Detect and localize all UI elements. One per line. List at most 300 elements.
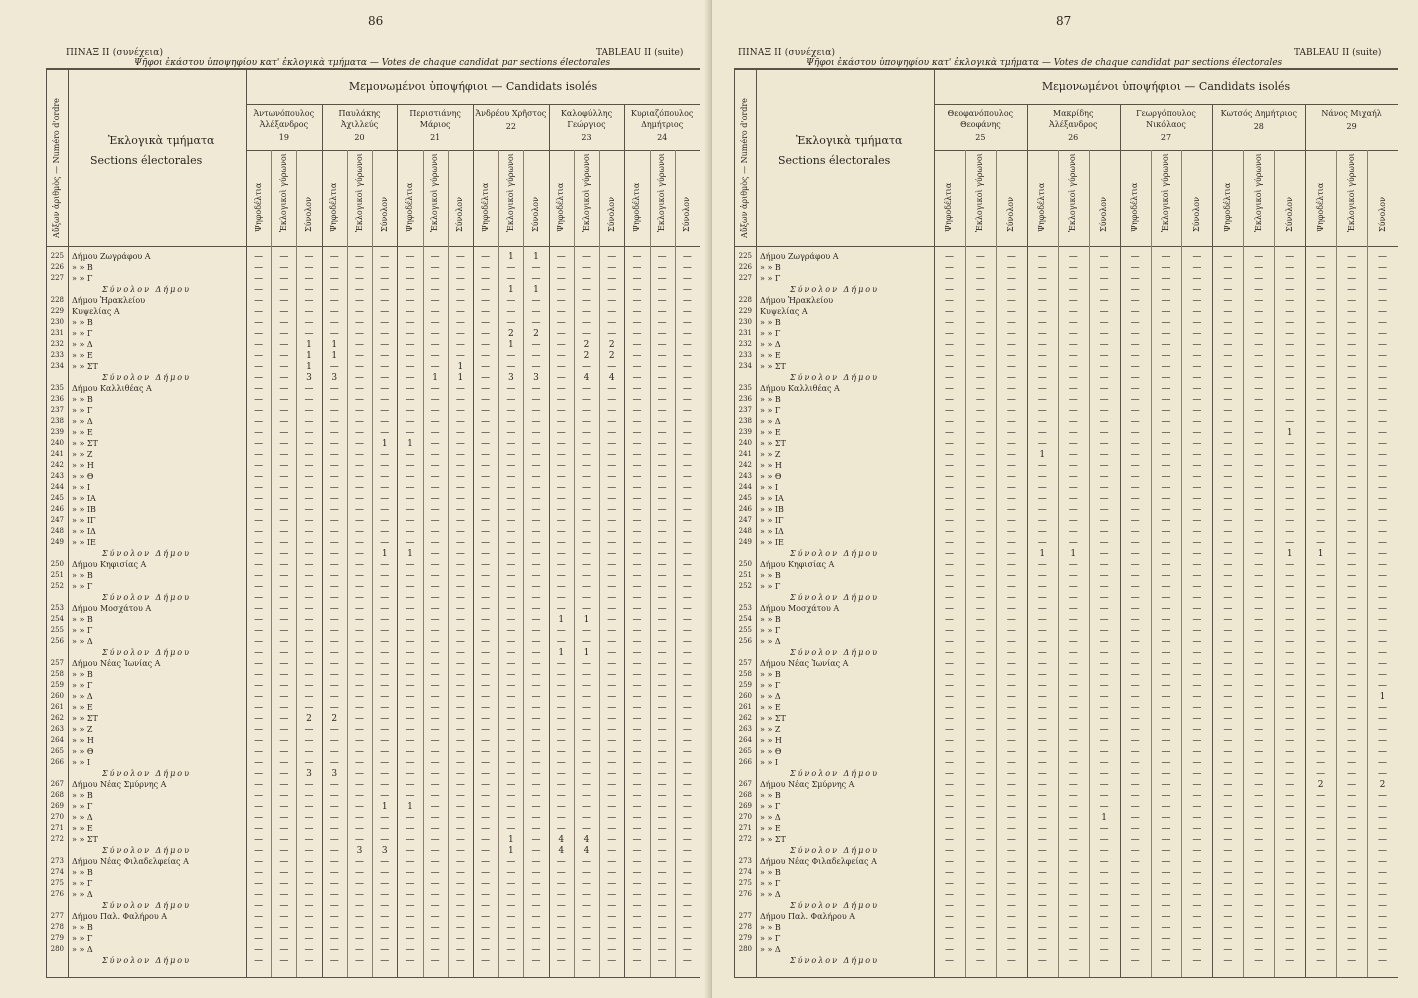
dash-cell: —: [430, 450, 440, 460]
dash-cell: —: [1223, 450, 1233, 460]
dash-cell: —: [1285, 780, 1295, 790]
dash-cell: —: [254, 791, 264, 801]
section-label: » » Β: [72, 263, 93, 272]
row-number: 249: [738, 538, 752, 546]
dash-cell: —: [1099, 450, 1109, 460]
dash-cell: —: [405, 626, 415, 636]
dash-cell: —: [279, 758, 289, 768]
dash-cell: —: [430, 604, 440, 614]
column-header: Σύνολον: [304, 197, 314, 232]
header-bottom-rule: [734, 246, 1398, 247]
dash-cell: —: [506, 450, 516, 460]
table-bottom-rule: [734, 977, 1398, 978]
section-label: Κυψελίας Α: [72, 307, 120, 316]
section-label: Δήμου Ἡρακλείου: [72, 296, 146, 305]
dash-cell: —: [531, 945, 541, 955]
column-header: Ἐκλογικοὶ γύρωνοι: [430, 153, 440, 232]
dash-cell: —: [506, 879, 516, 889]
dash-cell: —: [1130, 285, 1140, 295]
section-label: » » Ε: [760, 428, 781, 437]
dash-cell: —: [506, 626, 516, 636]
dash-cell: —: [607, 450, 617, 460]
dash-cell: —: [506, 538, 516, 548]
dash-cell: —: [531, 648, 541, 658]
dash-cell: —: [405, 516, 415, 526]
dash-cell: —: [531, 681, 541, 691]
dash-cell: —: [380, 450, 390, 460]
row-number: 280: [50, 945, 64, 953]
header-rule: [934, 150, 1398, 151]
dash-cell: —: [1316, 560, 1326, 570]
dash-cell: —: [556, 857, 566, 867]
dash-cell: —: [1254, 736, 1264, 746]
dash-cell: —: [975, 714, 985, 724]
dash-cell: —: [1223, 945, 1233, 955]
dash-cell: —: [1378, 549, 1388, 559]
dash-cell: —: [1192, 428, 1202, 438]
vote-value: 1: [1286, 428, 1293, 438]
dash-cell: —: [430, 549, 440, 559]
dash-cell: —: [329, 494, 339, 504]
dash-cell: —: [455, 274, 465, 284]
dash-cell: —: [405, 813, 415, 823]
dash-cell: —: [430, 934, 440, 944]
section-label: » » Β: [760, 395, 781, 404]
section-label: » » Γ: [72, 626, 93, 635]
dash-cell: —: [405, 857, 415, 867]
dash-cell: —: [582, 857, 591, 867]
dash-cell: —: [582, 318, 591, 328]
dash-cell: —: [1347, 439, 1357, 449]
dash-cell: —: [1161, 824, 1171, 834]
dash-cell: —: [380, 571, 390, 581]
dash-cell: —: [329, 692, 339, 702]
dash-cell: —: [1006, 901, 1016, 911]
dash-cell: —: [682, 285, 692, 295]
dash-cell: —: [531, 670, 541, 680]
total-row-label: Σύνολον Δήμου: [790, 648, 879, 657]
dash-cell: —: [531, 461, 541, 471]
dash-cell: —: [1254, 285, 1264, 295]
dash-cell: —: [481, 439, 491, 449]
dash-cell: —: [531, 923, 541, 933]
dash-cell: —: [1192, 472, 1202, 482]
dash-cell: —: [1316, 802, 1326, 812]
dash-cell: —: [1223, 395, 1233, 405]
dash-cell: —: [1254, 362, 1264, 372]
dash-cell: —: [506, 362, 516, 372]
dash-cell: —: [657, 318, 667, 328]
section-label: Δήμου Ζωγράφου Α: [72, 252, 151, 261]
dash-cell: —: [1192, 505, 1202, 515]
dash-cell: —: [279, 373, 289, 383]
dash-cell: —: [1006, 626, 1016, 636]
dash-cell: —: [1223, 549, 1233, 559]
dash-cell: —: [380, 703, 390, 713]
dash-cell: —: [1192, 263, 1202, 273]
dash-cell: —: [1099, 252, 1109, 262]
column-header: Σύνολον: [606, 197, 616, 232]
dash-cell: —: [1378, 923, 1388, 933]
vote-value: 1: [381, 549, 388, 559]
dash-cell: —: [556, 461, 566, 471]
dash-cell: —: [1347, 692, 1357, 702]
dash-cell: —: [1223, 428, 1233, 438]
dash-cell: —: [481, 263, 491, 273]
dash-cell: —: [1254, 538, 1264, 548]
dash-cell: —: [1347, 736, 1357, 746]
dash-cell: —: [355, 373, 364, 383]
dash-cell: —: [1161, 736, 1171, 746]
dash-cell: —: [355, 626, 364, 636]
dash-cell: —: [632, 813, 642, 823]
dash-cell: —: [944, 527, 954, 537]
dash-cell: —: [1285, 604, 1295, 614]
dash-cell: —: [1316, 648, 1326, 658]
dash-cell: —: [355, 593, 364, 603]
dash-cell: —: [1006, 670, 1016, 680]
dash-cell: —: [1006, 802, 1016, 812]
dash-cell: —: [1378, 824, 1388, 834]
dash-cell: —: [1161, 780, 1171, 790]
section-label: » » ΙΕ: [72, 538, 96, 547]
dash-cell: —: [1099, 483, 1109, 493]
dash-cell: —: [355, 824, 364, 834]
row-number: 255: [50, 626, 64, 634]
dash-cell: —: [657, 461, 667, 471]
dash-cell: —: [1037, 747, 1047, 757]
row-number: 235: [50, 384, 64, 392]
dash-cell: —: [1037, 923, 1047, 933]
vote-value: 1: [331, 340, 338, 350]
dash-cell: —: [1068, 934, 1078, 944]
section-label: » » ΣΤ: [72, 714, 98, 723]
dash-cell: —: [355, 263, 364, 273]
dash-cell: —: [1130, 373, 1140, 383]
dash-cell: —: [506, 670, 516, 680]
dash-cell: —: [1037, 428, 1047, 438]
dash-cell: —: [1006, 571, 1016, 581]
column-header: Ψηφοδέλτια: [329, 182, 339, 232]
dash-cell: —: [1316, 307, 1326, 317]
section-label: » » Δ: [72, 890, 93, 899]
dash-cell: —: [355, 791, 364, 801]
dash-cell: —: [1161, 296, 1171, 306]
section-label: » » Ε: [760, 351, 781, 360]
ordinal-header: Αὔξων ἀριθμὸς — Numéro d'ordre: [740, 98, 749, 238]
section-label: Δήμου Κηφισίας Α: [72, 560, 147, 569]
dash-cell: —: [1223, 758, 1233, 768]
dash-cell: —: [405, 923, 415, 933]
candidate-header: [1122, 108, 1211, 143]
dash-cell: —: [1316, 890, 1326, 900]
candidate-name: Περιστιάνης Μάριος: [409, 109, 461, 129]
dash-cell: —: [329, 560, 339, 570]
dash-cell: —: [1130, 505, 1140, 515]
dash-cell: —: [1378, 384, 1388, 394]
section-label: » » Ι: [760, 483, 779, 492]
dash-cell: —: [329, 758, 339, 768]
dash-cell: —: [975, 384, 985, 394]
dash-cell: —: [1316, 824, 1326, 834]
candidate-number: 20: [354, 133, 365, 142]
dash-cell: —: [1037, 417, 1047, 427]
dash-cell: —: [405, 362, 415, 372]
dash-cell: —: [556, 670, 566, 680]
dash-cell: —: [430, 538, 440, 548]
dash-cell: —: [279, 516, 289, 526]
dash-cell: —: [1130, 527, 1140, 537]
dash-cell: —: [380, 747, 390, 757]
dash-cell: —: [1285, 802, 1295, 812]
dash-cell: —: [531, 868, 541, 878]
section-label: » » Δ: [72, 692, 93, 701]
dash-cell: —: [329, 417, 339, 427]
dash-cell: —: [481, 296, 491, 306]
dash-cell: —: [1037, 263, 1047, 273]
vote-value: 3: [533, 373, 539, 383]
dash-cell: —: [1316, 461, 1326, 471]
dash-cell: —: [975, 956, 985, 966]
dash-cell: —: [329, 516, 339, 526]
dash-cell: —: [481, 912, 491, 922]
dash-cell: —: [1161, 362, 1171, 372]
dash-cell: —: [1285, 439, 1295, 449]
dash-cell: —: [455, 703, 465, 713]
dash-cell: —: [682, 582, 692, 592]
dash-cell: —: [582, 538, 591, 548]
column-rule: [756, 68, 757, 977]
dash-cell: —: [254, 780, 264, 790]
dash-cell: —: [1037, 868, 1047, 878]
section-label: » » Γ: [760, 582, 781, 591]
dash-cell: —: [254, 934, 264, 944]
dash-cell: —: [1099, 879, 1109, 889]
dash-cell: —: [380, 791, 390, 801]
vote-value: 1: [331, 351, 338, 361]
dash-cell: —: [380, 582, 390, 592]
dash-cell: —: [405, 934, 415, 944]
dash-cell: —: [506, 604, 516, 614]
section-label: » » Ζ: [760, 725, 781, 734]
dash-cell: —: [531, 637, 541, 647]
dash-cell: —: [582, 692, 591, 702]
dash-cell: —: [944, 296, 954, 306]
dash-cell: —: [682, 813, 692, 823]
vote-value: 4: [583, 846, 590, 856]
dash-cell: —: [304, 901, 314, 911]
dash-cell: —: [1037, 780, 1047, 790]
dash-cell: —: [430, 296, 440, 306]
dash-cell: —: [607, 296, 617, 306]
dash-cell: —: [1378, 318, 1388, 328]
dash-cell: —: [329, 296, 339, 306]
dash-cell: —: [1099, 659, 1109, 669]
dash-cell: —: [1347, 340, 1357, 350]
dash-cell: —: [455, 538, 465, 548]
candidate-name: Ἀνδρέου Χρῆστος: [475, 109, 547, 118]
dash-cell: —: [1223, 824, 1233, 834]
dash-cell: —: [582, 813, 591, 823]
dash-cell: —: [1068, 527, 1078, 537]
dash-cell: —: [1192, 626, 1202, 636]
dash-cell: —: [1378, 461, 1388, 471]
dash-cell: —: [506, 472, 516, 482]
dash-cell: —: [607, 307, 617, 317]
dash-cell: —: [1130, 494, 1140, 504]
dash-cell: —: [1316, 296, 1326, 306]
dash-cell: —: [304, 945, 314, 955]
dash-cell: —: [1223, 736, 1233, 746]
dash-cell: —: [657, 912, 667, 922]
candidate-number: 21: [430, 133, 441, 142]
section-label: » » Δ: [760, 637, 781, 646]
dash-cell: —: [279, 428, 289, 438]
dash-cell: —: [405, 384, 415, 394]
dash-cell: —: [1068, 406, 1078, 416]
dash-cell: —: [329, 549, 339, 559]
section-label: » » ΙΓ: [760, 516, 784, 525]
dash-cell: —: [1037, 846, 1047, 856]
dash-cell: —: [481, 340, 491, 350]
dash-cell: —: [1254, 263, 1264, 273]
dash-cell: —: [1254, 472, 1264, 482]
dash-cell: —: [1316, 637, 1326, 647]
column-header: Σύνολον: [1284, 197, 1294, 232]
dash-cell: —: [607, 560, 617, 570]
dash-cell: —: [1285, 373, 1295, 383]
dash-cell: —: [975, 318, 985, 328]
dash-cell: —: [1254, 527, 1264, 537]
dash-cell: —: [682, 923, 692, 933]
dash-cell: —: [1378, 890, 1388, 900]
dash-cell: —: [455, 252, 465, 262]
dash-cell: —: [556, 747, 566, 757]
dash-cell: —: [1378, 483, 1388, 493]
dash-cell: —: [455, 725, 465, 735]
dash-cell: —: [430, 615, 440, 625]
dash-cell: —: [455, 912, 465, 922]
dash-cell: —: [556, 769, 566, 779]
dash-cell: —: [607, 285, 617, 295]
dash-cell: —: [607, 758, 617, 768]
dash-cell: —: [1254, 791, 1264, 801]
dash-cell: —: [556, 549, 566, 559]
dash-cell: —: [632, 681, 642, 691]
dash-cell: —: [1347, 879, 1357, 889]
group-title: Μεμονωμένοι ὑποψήφιοι — Candidats isolés: [1041, 80, 1291, 93]
dash-cell: —: [1378, 901, 1388, 911]
dash-cell: —: [254, 329, 264, 339]
dash-cell: —: [254, 527, 264, 537]
dash-cell: —: [506, 681, 516, 691]
dash-cell: —: [455, 626, 465, 636]
dash-cell: —: [1099, 670, 1109, 680]
dash-cell: —: [455, 296, 465, 306]
dash-cell: —: [304, 285, 314, 295]
dash-cell: —: [556, 263, 566, 273]
dash-cell: —: [682, 747, 692, 757]
dash-cell: —: [481, 725, 491, 735]
dash-cell: —: [1099, 274, 1109, 284]
row-number: 276: [738, 890, 752, 898]
dash-cell: —: [657, 406, 667, 416]
dash-cell: —: [1099, 428, 1109, 438]
dash-cell: —: [304, 626, 314, 636]
total-row-label: Σύνολον Δήμου: [102, 901, 191, 910]
dash-cell: —: [405, 670, 415, 680]
dash-cell: —: [944, 505, 954, 515]
dash-cell: —: [582, 472, 591, 482]
dash-cell: —: [975, 285, 985, 295]
dash-cell: —: [975, 648, 985, 658]
dash-cell: —: [506, 593, 516, 603]
dash-cell: —: [455, 879, 465, 889]
dash-cell: —: [405, 263, 415, 273]
dash-cell: —: [632, 351, 642, 361]
dash-cell: —: [1130, 483, 1140, 493]
dash-cell: —: [481, 307, 491, 317]
dash-cell: —: [405, 945, 415, 955]
dash-cell: —: [1223, 329, 1233, 339]
row-number: 270: [50, 813, 64, 821]
dash-cell: —: [329, 593, 339, 603]
dash-cell: —: [1347, 329, 1357, 339]
row-number: 264: [738, 736, 752, 744]
dash-cell: —: [1192, 395, 1202, 405]
row-number: 244: [50, 483, 64, 491]
dash-cell: —: [657, 527, 667, 537]
dash-cell: —: [405, 747, 415, 757]
dash-cell: —: [682, 868, 692, 878]
dash-cell: —: [975, 725, 985, 735]
dash-cell: —: [682, 846, 692, 856]
dash-cell: —: [1192, 461, 1202, 471]
dash-cell: —: [1316, 747, 1326, 757]
dash-cell: —: [1037, 945, 1047, 955]
dash-cell: —: [254, 373, 264, 383]
total-row-label: Σύνολον Δήμου: [102, 285, 191, 294]
dash-cell: —: [304, 571, 314, 581]
dash-cell: —: [1037, 934, 1047, 944]
dash-cell: —: [556, 516, 566, 526]
dash-cell: —: [1161, 450, 1171, 460]
dash-cell: —: [1068, 461, 1078, 471]
row-number: 230: [738, 318, 752, 326]
dash-cell: —: [430, 395, 440, 405]
dash-cell: —: [1068, 538, 1078, 548]
dash-cell: —: [430, 483, 440, 493]
dash-cell: —: [1068, 879, 1078, 889]
column-rule: [1212, 104, 1213, 977]
dash-cell: —: [682, 516, 692, 526]
dash-cell: —: [975, 659, 985, 669]
dash-cell: —: [1037, 439, 1047, 449]
candidate-name: Καλοφύλλης Γεώργιος: [560, 109, 613, 129]
dash-cell: —: [556, 681, 566, 691]
dash-cell: —: [1130, 450, 1140, 460]
dash-cell: —: [607, 362, 617, 372]
dash-cell: —: [975, 351, 985, 361]
section-label: Δήμου Μοσχάτου Α: [760, 604, 840, 613]
dash-cell: —: [1285, 758, 1295, 768]
dash-cell: —: [1099, 604, 1109, 614]
dash-cell: —: [481, 868, 491, 878]
dash-cell: —: [682, 802, 692, 812]
row-number: 265: [738, 747, 752, 755]
dash-cell: —: [254, 747, 264, 757]
dash-cell: —: [1378, 835, 1388, 845]
